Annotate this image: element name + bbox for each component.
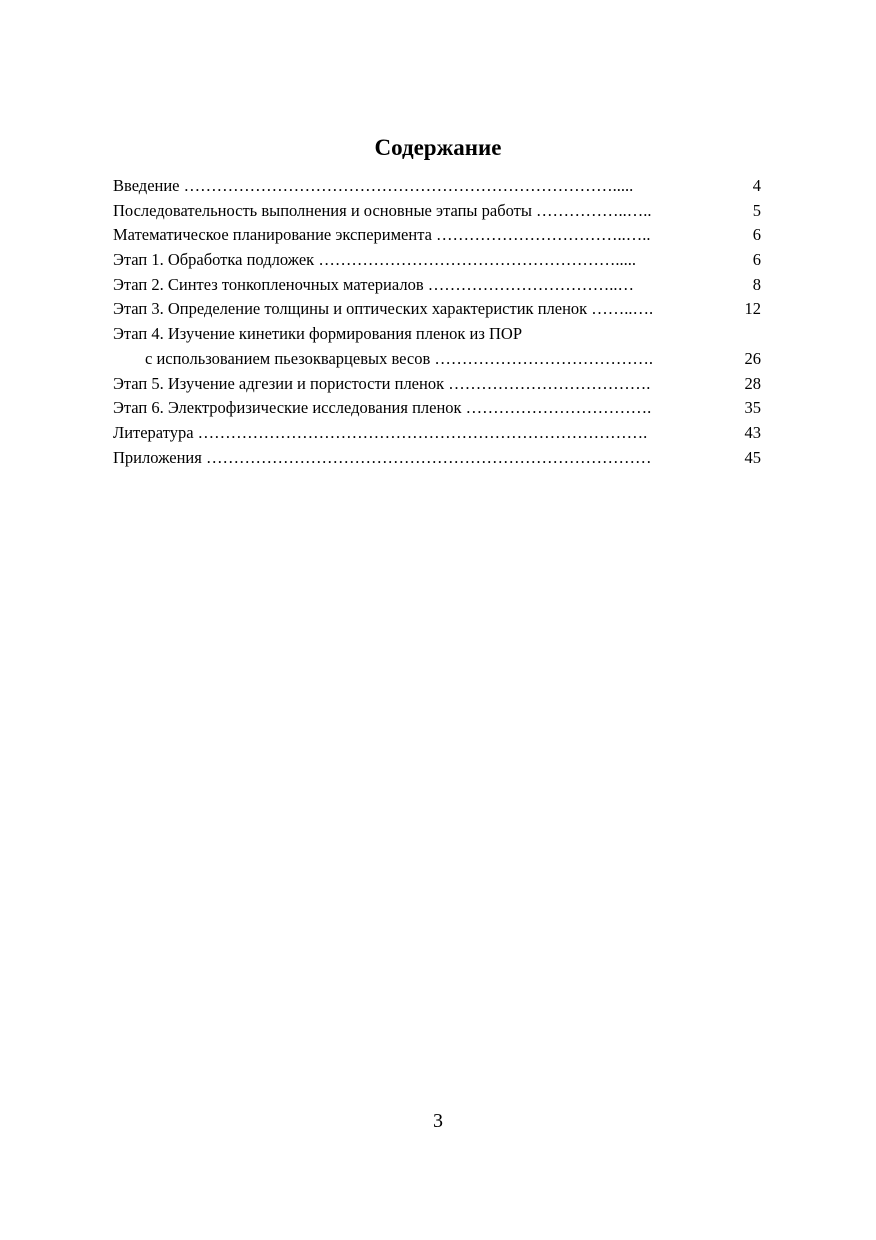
- toc-entry-title: Этап 3. Определение толщины и оптических характеристик пленок ……..….: [113, 299, 654, 319]
- toc-entry-page: 35: [744, 398, 761, 418]
- toc-entry-literature[interactable]: [113, 421, 763, 446]
- table-of-contents: [113, 174, 763, 470]
- toc-entry-title: Этап 5. Изучение адгезии и пористости пленок ……………………………….: [113, 373, 651, 393]
- toc-entry-page: 28: [744, 373, 761, 393]
- toc-entry-page: 43: [744, 422, 761, 442]
- toc-entry-page: 12: [744, 299, 761, 319]
- page-number: 3: [433, 1110, 443, 1132]
- toc-entry-stage-3[interactable]: [113, 297, 763, 322]
- toc-entry-title: Приложения ………………………………………………………………………: [113, 447, 652, 467]
- toc-entry-title: Этап 1. Обработка подложек ……………………………………………….....: [113, 250, 636, 270]
- toc-entry-title: Последовательность выполнения и основные этапы работы ……………..…..: [113, 200, 652, 220]
- toc-entry-stage-6[interactable]: [113, 396, 763, 421]
- toc-entry-page: 5: [752, 200, 761, 220]
- toc-entry-stage-4-continued[interactable]: [113, 347, 763, 372]
- toc-entry-appendices[interactable]: [113, 446, 763, 471]
- toc-entry-page: 8: [752, 274, 761, 294]
- toc-entry-title: Введение …………………………………………………………………….....: [113, 176, 634, 195]
- toc-entry-title: Этап 6. Электрофизические исследования пленок …………………………….: [113, 398, 652, 418]
- toc-entry-stage-4[interactable]: [113, 322, 763, 347]
- toc-entry-stage-1[interactable]: [113, 248, 763, 273]
- toc-entry-work-sequence[interactable]: [113, 199, 763, 224]
- toc-entry-page: 6: [752, 225, 761, 245]
- toc-entry-title: с использованием пьезокварцевых весов ………………………………….: [145, 348, 654, 368]
- toc-entry-page: 4: [752, 176, 761, 195]
- toc-entry-experiment-planning[interactable]: [113, 223, 763, 248]
- toc-entry-introduction[interactable]: [113, 174, 763, 199]
- toc-entry-page: 45: [744, 447, 761, 467]
- toc-entry-page: 26: [744, 348, 761, 368]
- toc-entry-page: 6: [752, 250, 761, 270]
- toc-entry-title: Математическое планирование эксперимента ……………………………..…..: [113, 225, 651, 245]
- page-title: Содержание: [374, 135, 502, 161]
- toc-entry-title: Этап 2. Синтез тонкопленочных материалов ……………………………..…: [113, 274, 634, 294]
- toc-entry-title: Этап 4. Изучение кинетики формирования пленок из ПОР: [113, 324, 523, 344]
- toc-entry-stage-2[interactable]: [113, 273, 763, 298]
- toc-entry-title: Литература ……………………………………………………………………….: [113, 422, 648, 442]
- toc-entry-stage-5[interactable]: [113, 372, 763, 397]
